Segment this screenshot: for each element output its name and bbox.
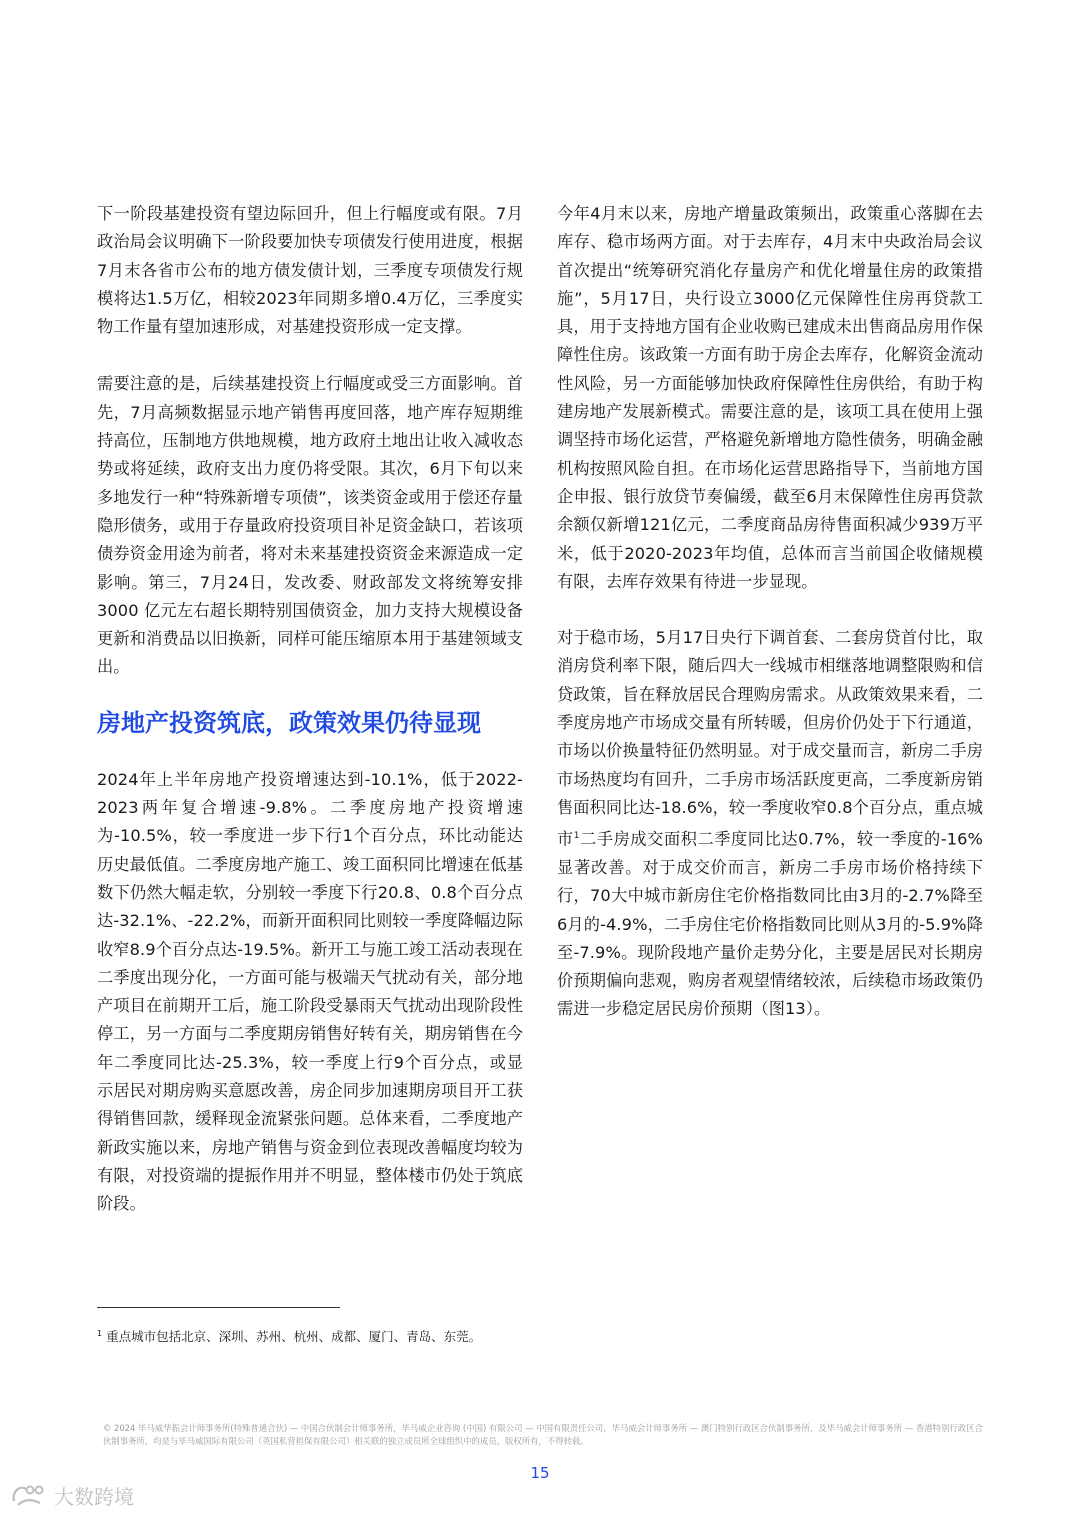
- footnote-ref[interactable]: 1: [573, 831, 580, 842]
- page-number: 15: [530, 1464, 550, 1482]
- left-paragraph-1: 下一阶段基建投资有望边际回升，但上行幅度或有限。7月政治局会议明确下一阶段要加快专项债发行使用进度，根据7月末各省市公布的地方债发债计划，三季度专项债发行规模将达1.5万亿，相较2023年同期多增0.4万亿，三季度实物工作量有望加速形成，对基建投资形成一定支撑。: [97, 204, 523, 337]
- dashuju-logo-icon: [10, 1481, 50, 1509]
- footnote-text: 重点城市包括北京、深圳、苏州、杭州、成都、厦门、青岛、东莞。: [106, 1329, 482, 1345]
- section-heading: 房地产投资筑底，政策效果仍待显现: [97, 708, 481, 737]
- left-paragraph-3: 2024年上半年房地产投资增速达到-10.1%，低于2022-2023两年复合增速-9.8%。二季度房地产投资增速为-10.5%，较一季度进一步下行1个百分点，环比动能达历史最低值。二季度房地产施工、竣工面积同比增速在低基数下仍然大幅走软，分别较一季度下行20.8、0.8个百分点达-32.1%、-22.2%，而新开面积同比则较一季度降幅边际收窄8.9个百分点达-19.5%。新开工与施工竣工活动表现在二季度出现分化，一方面可能与极端天气扰动有关，部分地产项目在前期开工后，施工阶段受暴雨天气扰动出现阶段性停工，另一方面与二季度期房销售好转有关，期房销售在今年二季度同比达-25.3%，较一季度上行9个百分点，或显示居民对期房购买意愿改善，房企同步加速期房项目开工获得销售回款，缓释现金流紧张问题。总体来看，二季度地产新政实施以来，房地产销售与资金到位表现改善幅度均较为有限，对投资端的提振作用并不明显，整体楼市仍处于筑底阶段。: [97, 769, 523, 1214]
- footnote: [97, 1325, 537, 1346]
- right-paragraph-1: 今年4月末以来，房地产增量政策频出，政策重心落脚在去库存、稳市场两方面。对于去库存，4月末中央政治局会议首次提出“统筹研究消化存量房产和优化增量住房的政策措施”，5月17日，央行设立3000亿元保障性住房再贷款工具，用于支持地方国有企业收购已建成未出售商品房用作保障性住房。该政策一方面有助于房企去库存，化解资金流动性风险，另一方面能够加快政府保障性住房供给，有助于构建房地产发展新模式。需要注意的是，该项工具在使用上强调坚持市场化运营，严格避免新增地方隐性债务，明确金融机构按照风险自担。在市场化运营思路指导下，当前地方国企申报、银行放贷节奏偏缓，截至6月末保障性住房再贷款余额仅新增121亿元，二季度商品房待售面积减少939万平米，低于2020-2023年均值，总体而言当前国企收储规模有限，去库存效果有待进一步显现。: [557, 204, 983, 591]
- left-column: [97, 200, 523, 1219]
- right-paragraph-2: [557, 624, 983, 1024]
- watermark-text: 大数跨境: [54, 1484, 134, 1509]
- footnote-divider: [97, 1307, 340, 1308]
- footnote-marker: 1: [97, 1329, 103, 1338]
- right-paragraph-2-part-2: 二手房成交面积二季度同比达0.7%，较一季度的-16%显著改善。对于成交价而言，新房二手房市场价格持续下行，70大中城市新房住宅价格指数同比由3月的-2.7%降至6月的-4.9%，二手房住宅价格指数同比则从3月的-5.9%降至-7.9%。现阶段地产量价走势分化，主要是居民对长期房价预期偏向悲观，购房者观望情绪较浓，后续稳市场政策仍需进一步稳定居民房价预期（图13）。: [557, 829, 983, 1019]
- watermark: [10, 1480, 134, 1510]
- right-column: [557, 200, 983, 1024]
- right-paragraph-2-part-1: 对于稳市场，5月17日央行下调首套、二套房贷首付比，取消房贷利率下限，随后四大一线城市相继落地调整限购和信贷政策，旨在释放居民合理购房需求。从政策效果来看，二季度房地产市场成交量有所转暖，但房价仍处于下行通道，市场以价换量特征仍然明显。对于成交量而言，新房二手房市场热度均有回升，二手房市场活跃度更高，二季度新房销售面积同比达-18.6%，较一季度收窄0.8个百分点，重点城市: [557, 628, 983, 849]
- left-paragraph-2: 需要注意的是，后续基建投资上行幅度或受三方面影响。首先，7月高频数据显示地产销售再度回落，地产库存短期维持高位，压制地方供地规模，地方政府土地出让收入减收态势或将延续，政府支出力度仍将受限。其次，6月下旬以来多地发行一种“特殊新增专项债”，该类资金或用于偿还存量隐形债务，或用于存量政府投资项目补足资金缺口，若该项债券资金用途为前者，将对未来基建投资资金来源造成一定影响。第三，7月24日，发改委、财政部发文将统筹安排 3000 亿元左右超长期特别国债资金，加力支持大规模设备更新和消费品以旧换新，同样可能压缩原本用于基建领域支出。: [97, 374, 523, 677]
- copyright-notice: © 2024 毕马威华振会计师事务所(特殊普通合伙) — 中国合伙制会计师事务所，毕马威企业咨询 (中国) 有限公司 — 中国有限责任公司，毕马威会计师事务所 — 澳门特别行政区合伙制事务所，及毕马威会计师事务所 — 香港特别行政区合伙制事务所，均是与毕马威国际有限公司（英国私营担保有限公司）相关联的独立成员所全球组织中的成员。版权所有，不得转载。: [103, 1423, 983, 1446]
